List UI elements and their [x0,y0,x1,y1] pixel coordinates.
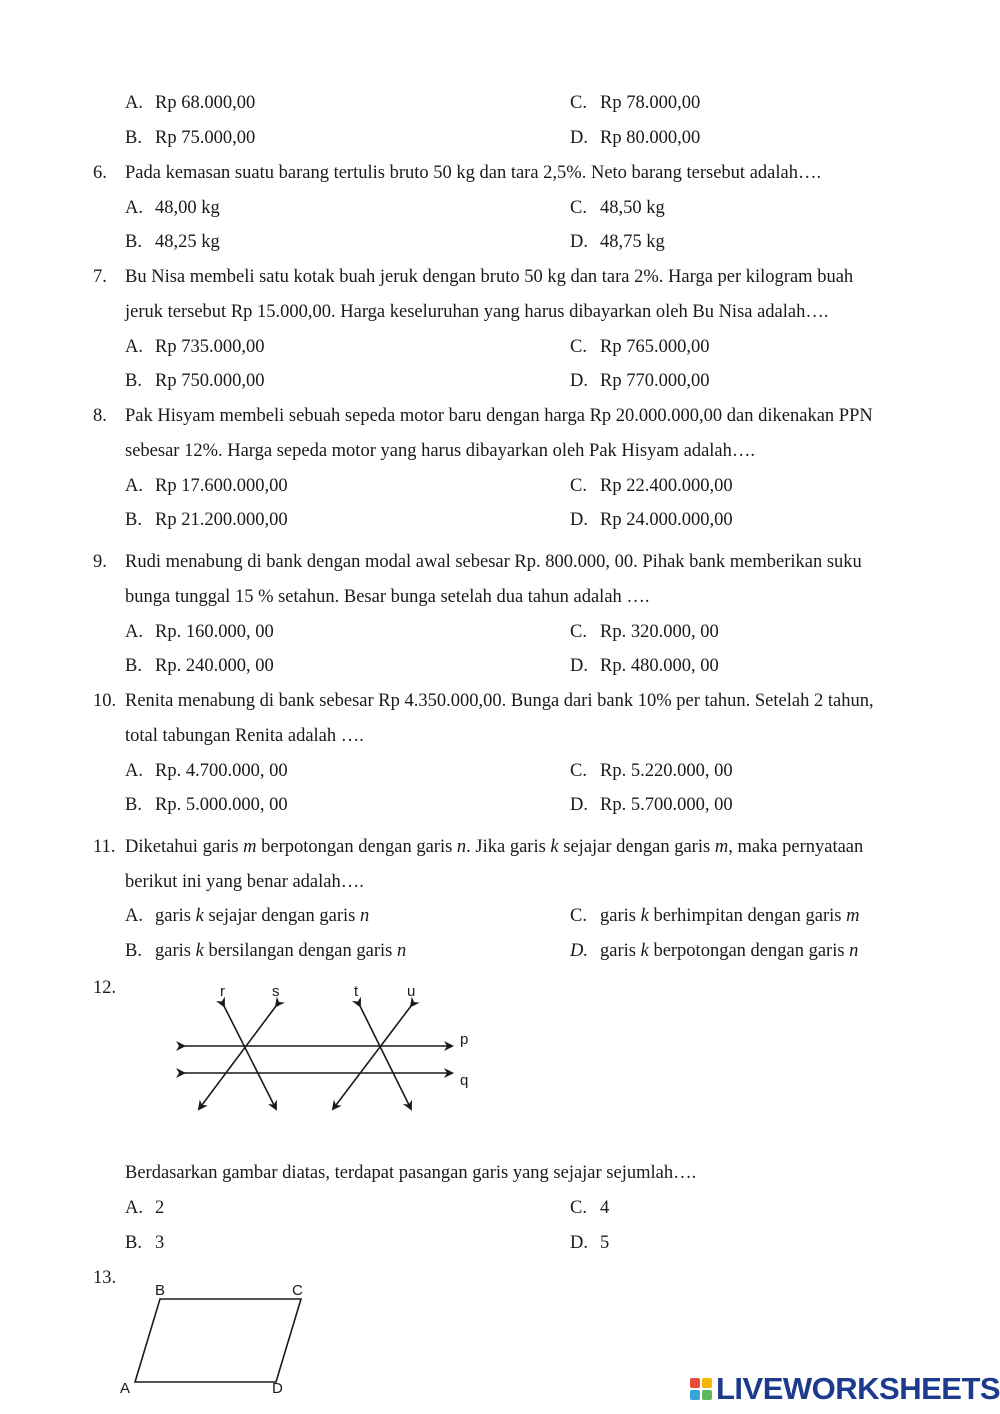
parallelogram-abcd [135,1299,301,1382]
q8-text-line1: Pak Hisyam membeli sebuah sepeda motor baru dengan harga Rp 20.000.000,00 dan dikenakan PPN [125,406,873,426]
line-u [333,1006,411,1109]
q12-text: Berdasarkan gambar diatas, terdapat pasangan garis yang sejajar sejumlah…. [125,1163,697,1183]
q8-text-line2: sebesar 12%. Harga sepeda motor yang harus dibayarkan oleh Pak Hisyam adalah…. [125,441,756,461]
q6-text: Pada kemasan suatu barang tertulis bruto 50 kg dan tara 2,5%. Neto barang tersebut adalah…. [125,163,822,183]
q8-option-d: D. Rp 24.000.000,00 [570,510,733,530]
q9-option-c: C. Rp. 320.000, 00 [570,622,719,642]
q10-option-b: B. Rp. 5.000.000, 00 [125,795,288,815]
q5-option-d: D. Rp 80.000,00 [570,128,701,148]
line-t [360,1006,411,1109]
vertex-label-a: A [120,1380,131,1397]
q11-option-d: D. garis k berpotongan dengan garis n [570,941,859,961]
q6-option-c: C. 48,50 kg [570,198,665,218]
q7-text-line2: jeruk tersebut Rp 15.000,00. Harga keseluruhan yang harus dibayarkan oleh Bu Nisa adalah…. [125,302,829,322]
q10-option-c: C. Rp. 5.220.000, 00 [570,761,733,781]
q8-option-c: C. Rp 22.400.000,00 [570,476,733,496]
q7-text-line1: Bu Nisa membeli satu kotak buah jeruk dengan bruto 50 kg dan tara 2%. Harga per kilogram buah [125,267,854,287]
q11-text-line2: berikut ini yang benar adalah…. [125,872,364,892]
logo-square-1 [690,1378,700,1388]
q9-text-line2: bunga tunggal 15 % setahun. Besar bunga setelah dua tahun adalah …. [125,587,650,607]
logo-square-4 [702,1390,712,1400]
q8-option-b: B. Rp 21.200.000,00 [125,510,288,530]
q10-option-a: A. Rp. 4.700.000, 00 [125,761,288,781]
q13-number: 13. [93,1268,117,1288]
vertex-label-c: C [292,1282,303,1299]
logo-square-3 [690,1390,700,1400]
label-r: r [220,983,225,1000]
q5-option-a: A. Rp 68.000,00 [125,93,256,113]
q10-text-line2: total tabungan Renita adalah …. [125,726,364,746]
label-u: u [407,983,416,1000]
q12-option-a: A. 2 [125,1198,165,1218]
q11-option-c: C. garis k berhimpitan dengan garis m [570,906,860,926]
q7-number: 7. [93,267,107,287]
q11-option-a: A. garis k sejajar dengan garis n [125,906,370,926]
label-t: t [354,983,359,1000]
q5-option-c: C. Rp 78.000,00 [570,93,701,113]
q9-option-a: A. Rp. 160.000, 00 [125,622,274,642]
q8-option-a: A. Rp 17.600.000,00 [125,476,288,496]
q12-number: 12. [93,978,117,998]
q7-option-b: B. Rp 750.000,00 [125,371,265,391]
vertex-label-b: B [155,1282,166,1299]
q11-number: 11. [93,837,116,857]
q10-text-line1: Renita menabung di bank sebesar Rp 4.350.000,00. Bunga dari bank 10% per tahun. Setelah 2 tahun, [125,691,874,711]
logo-grid-icon [690,1378,712,1400]
q12-option-d: D. 5 [570,1233,610,1253]
q6-number: 6. [93,163,107,183]
logo-square-2 [702,1378,712,1388]
q9-option-b: B. Rp. 240.000, 00 [125,656,274,676]
q11-option-b: B. garis k bersilangan dengan garis n [125,941,407,961]
q12-option-b: B. 3 [125,1233,165,1253]
q6-option-a: A. 48,00 kg [125,198,220,218]
q10-option-d: D. Rp. 5.700.000, 00 [570,795,733,815]
q12-lines-figure [170,978,490,1128]
q7-option-d: D. Rp 770.000,00 [570,371,710,391]
label-p: p [460,1031,469,1048]
vertex-label-d: D [272,1380,283,1397]
q7-option-c: C. Rp 765.000,00 [570,337,710,357]
q8-number: 8. [93,406,107,426]
q5-option-b: B. Rp 75.000,00 [125,128,256,148]
liveworksheets-logo [690,1372,1000,1406]
line-s [199,1006,276,1109]
q6-option-b: B. 48,25 kg [125,232,220,252]
q13-parallelogram-figure [115,1278,315,1403]
q9-text-line1: Rudi menabung di bank dengan modal awal sebesar Rp. 800.000, 00. Pihak bank memberikan suku [125,552,862,572]
q11-text-line1: Diketahui garis m berpotongan dengan garis n. Jika garis k sejajar dengan garis m, maka pernyataan [125,837,864,857]
logo-text: LIVEWORKSHEETS [716,1371,1000,1406]
q9-option-d: D. Rp. 480.000, 00 [570,656,719,676]
label-s: s [272,983,280,1000]
q7-option-a: A. Rp 735.000,00 [125,337,265,357]
q9-number: 9. [93,552,107,572]
q12-option-c: C. 4 [570,1198,610,1218]
q10-number: 10. [93,691,117,711]
line-r [224,1006,276,1109]
label-q: q [460,1072,469,1089]
q6-option-d: D. 48,75 kg [570,232,665,252]
